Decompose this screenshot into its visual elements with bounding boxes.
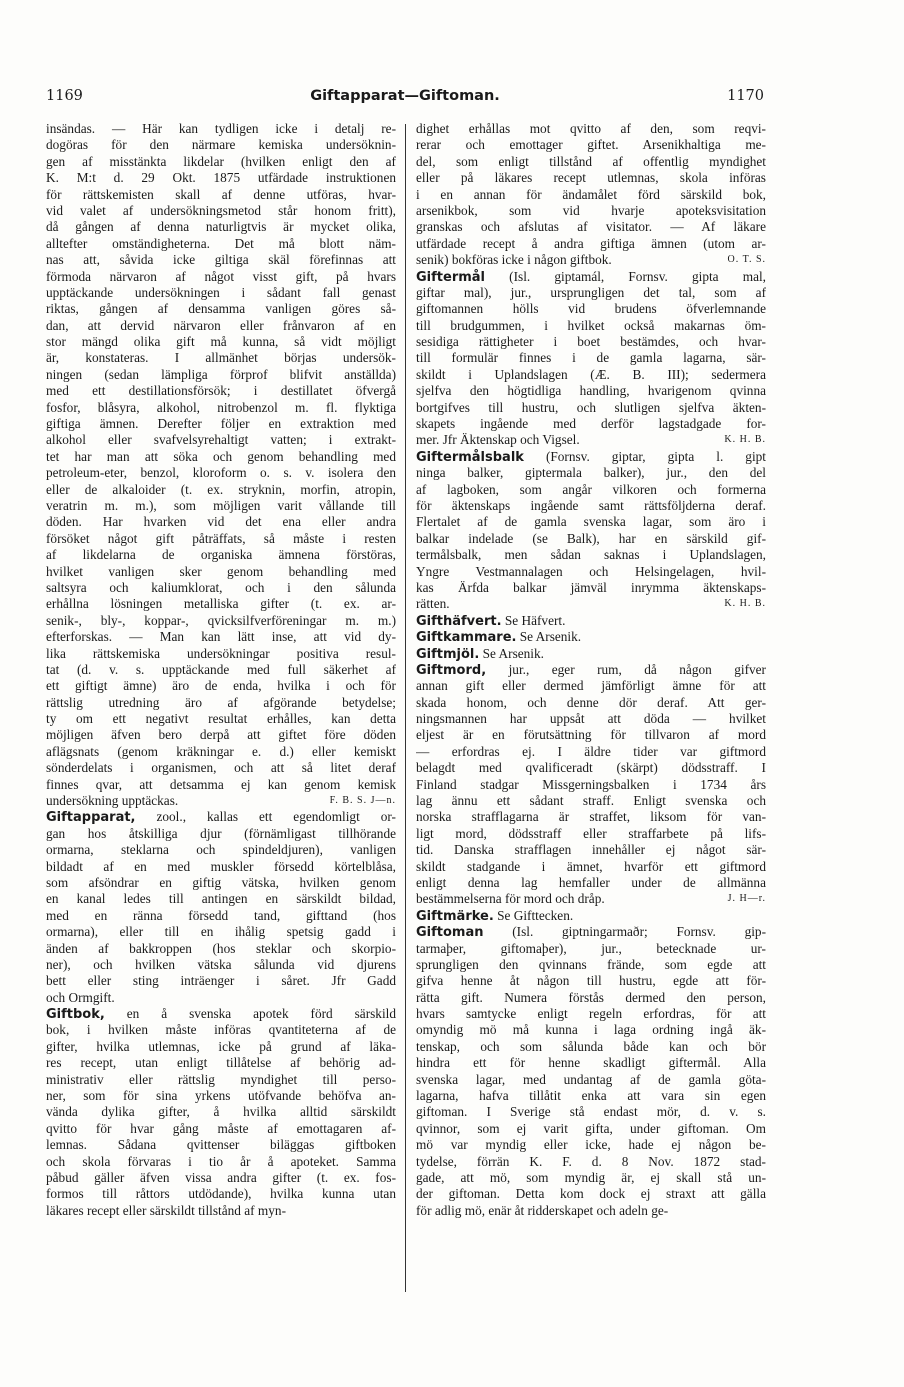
text-line: dighet erhållas mot qvitto af den, som reqvi- xyxy=(416,121,766,136)
text-line: saltsyra och kaliumklorat, och i den sålunda xyxy=(46,579,396,595)
giftermalsbalk-headword-line xyxy=(416,449,766,465)
text-line: Flertalet af de gamla svenska lagar, som äro i xyxy=(416,514,766,530)
text-line: erhållna lösningen metalliska gifter (t. ex. ar- xyxy=(46,596,396,612)
text-line: vända dylika gifter, å hvilka alltid särskildt xyxy=(46,1104,396,1120)
text-line: fosfor, blåsyra, alkohol, nitrobenzol m. fl. flyktiga xyxy=(46,399,396,415)
giftbok-headword-line xyxy=(46,1006,396,1022)
signed-line xyxy=(416,252,766,268)
text-line: gifva henne åt någon till hustru, egde att för- xyxy=(416,973,766,989)
text-line: skada honom, och denne dör deraf. Att ger- xyxy=(416,694,766,710)
text-line: förmoda närvaron af något visst gift, på hvars xyxy=(46,268,396,284)
giftmjol-headword-line xyxy=(416,646,766,662)
text-line: omyndig mö må kunna i laga ordning ingå äk- xyxy=(416,1022,766,1038)
line-text: Se Gifttecken. xyxy=(493,907,574,923)
giftmord-headword-line xyxy=(416,662,766,678)
text-line: skildt i Uplandslagen (Æ. B. III); sedermera xyxy=(416,366,766,382)
text-line: utfärdade recept å andra giftiga ämnen (utom ar- xyxy=(416,235,766,251)
line-text: mer. Jfr Äktenskap och Vigsel. xyxy=(416,432,580,448)
text-line: ningsmannen har uppsåt att döda — hvilket xyxy=(416,711,766,727)
text-line: lagarna, hafva tillåtit enka att vara sin egen xyxy=(416,1088,766,1104)
giftermal-headword: Giftermål xyxy=(416,269,485,285)
text-line: rätta gift. Numera förstås dermed den person, xyxy=(416,989,766,1005)
text-line: — erfordras ej. I äldre tider var giftmord xyxy=(416,743,766,759)
giftermal-headword-line xyxy=(416,269,766,285)
text-line: kas Ärfda balkar jämväl inrymma äktenskaps- xyxy=(416,579,766,595)
text-line: Yngre Vestmannalagen och Helsingelagen, hvil- xyxy=(416,563,766,579)
text-line: termålsbalk, men sådan saknas i Uplandslagen, xyxy=(416,547,766,563)
giftmord-final-line xyxy=(416,891,766,907)
giftmjol-headword: Giftmjöl. xyxy=(416,646,480,662)
text-line: i en annan för ändamålet förd särskild bok, xyxy=(416,186,766,202)
text-line: ty om ett negativt resultat erhålles, kan detta xyxy=(46,711,396,727)
text-line: med ett destillationsförsök; i destillatet öfvergå xyxy=(46,383,396,399)
text-line: del, som enligt tillstånd af offentlig myndighet xyxy=(416,153,766,169)
giftermalsbalk-headword: Giftermålsbalk xyxy=(416,449,524,465)
text-line: läkares recept eller särskildt tillstånd af myn- xyxy=(46,1202,286,1218)
text-line: till formulär finnes i de gamla lagarna, sär- xyxy=(416,350,766,366)
text-line: K. M:t d. 29 Okt. 1875 utfärdade instruktionen xyxy=(46,170,396,186)
text-line: res recept, utan enligt tillåtelse af behörig ad- xyxy=(46,1055,396,1071)
text-line: eller de alkaloider (t. ex. stryknin, morfin, atropin, xyxy=(46,481,396,497)
text-line: är, konstateras. I allmänhet börjas undersök- xyxy=(46,350,396,366)
giftbok-headword: Giftbok, xyxy=(46,1007,105,1023)
text-line: arsenikbok, som vid hvarje apoteksvisitation xyxy=(416,202,766,218)
text-line: försöket något gift påträffats, så måste i resten xyxy=(46,530,396,546)
line-text: rätten. xyxy=(416,596,450,612)
text-line: aflägsnats (genom kräkningar e. d.) eller kemiskt xyxy=(46,743,396,759)
text-line: gade, att mö, som myndig är, ej skall stå un- xyxy=(416,1170,766,1185)
giftkammare-headword: Giftkammare. xyxy=(416,630,517,646)
text-line: hvilket vanligen sker genom behandling med xyxy=(46,563,396,579)
text-line: sönderdelats i organismen, och att så litet deraf xyxy=(46,760,396,776)
giftoman-headword: Giftoman xyxy=(416,925,484,941)
text-line: en kanal ledes till antingen en särskildt bildad, xyxy=(46,891,396,907)
text-line: af lagboken, som angår vilkoren och formerna xyxy=(416,481,766,497)
line-text: bestämmelserna för mord och dråp. xyxy=(416,891,605,907)
text-line: ormarna), eller till en ihålig spetsig gadd i xyxy=(46,924,396,940)
page-number-right: 1170 xyxy=(727,88,764,104)
text-line: veratrin m. m.), som möjligen varit vållande till xyxy=(46,497,396,513)
text-line: bortgifves till hustru, och slutligen sjelfva äkten- xyxy=(416,399,766,415)
giftmarke-headword-line xyxy=(416,908,766,924)
text-line: sprungligen den qvinnans frände, som egde att xyxy=(416,956,766,972)
text-line: tenskap, och som sålunda både kan och bör xyxy=(416,1038,766,1054)
giftmarke-headword: Giftmärke. xyxy=(416,908,494,924)
author-signature: F. B. S. J—n. xyxy=(329,795,396,807)
text-line: nas att, såvida icke giltiga skäl förefinnas att xyxy=(46,252,396,268)
text-line: mö var myndig eller icke, hade ej någon be- xyxy=(416,1137,766,1153)
text-line: ner), och hvilken vätska sålunda vid djurens xyxy=(46,956,396,972)
text-line: bildadt af en med muskler försedd körtelblåsa, xyxy=(46,858,396,874)
text-line: skildt stadgande i ämnet, hvarför ett giftmord xyxy=(416,858,766,874)
text-line: qvinnor, som ej varit gifta, under giftoman. Om xyxy=(416,1120,766,1136)
gifthafvert-headword-line xyxy=(416,613,766,629)
giftapparat-headword-line xyxy=(46,809,396,825)
text-line: riktas, gången af densamma vanligen göres så- xyxy=(46,301,396,317)
text-line: gen af misstänkta likdelar (hvilken enligt den af xyxy=(46,153,396,169)
text-line: enligt denna lag hemfaller under de allmänna xyxy=(416,874,766,890)
text-line: insändas. — Här kan tydligen icke i detalj re- xyxy=(46,121,396,136)
line-text: jur., eger rum, då någon gifver xyxy=(486,661,766,677)
text-line: eljest är en förutsättning för tillvaron af mord xyxy=(416,727,766,743)
text-line: med en ränna försedd tand, gifttand (hos xyxy=(46,907,396,923)
text-line: tid. Danska strafflagen innehåller ej något sär- xyxy=(416,842,766,858)
text-line: möjligen äfven bero derpå att giftet före döden xyxy=(46,727,396,743)
text-line: der giftoman. Detta kom dock ej straxt att gälla xyxy=(416,1186,766,1202)
page-number-left: 1169 xyxy=(46,88,83,104)
line-text: zool., kallas ett egendomligt or- xyxy=(135,809,396,825)
text-line: qvitto för hvar gång måste af emottagaren af- xyxy=(46,1120,396,1136)
right-column xyxy=(416,121,766,1219)
giftoman-headword-line xyxy=(416,924,766,940)
text-line: giftar mal), jur., ursprungligen det tal, som af xyxy=(416,284,766,300)
line-text: senik) bokföras icke i någon giftbok. xyxy=(416,252,612,268)
giftapparat-headword: Giftapparat, xyxy=(46,810,136,826)
text-line: giftiga ämnen. Derefter följer en extraktion med xyxy=(46,416,396,432)
text-line: för rättskemisten skall af denne utföras, hvar- xyxy=(46,186,396,202)
page-header xyxy=(46,88,764,110)
line-text: Se Arsenik. xyxy=(516,629,582,645)
text-line: finnes qvar, att detsamma ej kan genom kemisk xyxy=(46,776,396,792)
text-line: lemnas. Sådana qvittenser biläggas giftboken xyxy=(46,1137,396,1153)
line-text: en å svenska apotek förd särskild xyxy=(104,1006,396,1022)
text-line: döden. Har hvarken vid det ena eller andra xyxy=(46,514,396,530)
text-line: tat (d. v. s. upptäckande med full säkerhet af xyxy=(46,661,396,677)
text-line: ett giftigt ämne) äro de enda, hvilka i och för xyxy=(46,678,396,694)
text-line: af likdelarna de organiska ämnena förstöras, xyxy=(46,547,396,563)
text-line: bok, i hvilken måste införas qvantiteterna af de xyxy=(46,1022,396,1038)
line-text: (Fornsv. giptar, gipta l. gipt xyxy=(523,448,766,464)
text-line: efterforskas. — Man kan lätt inse, att vid dy- xyxy=(46,629,396,645)
author-signature: K. H. B. xyxy=(724,434,766,446)
text-line: ormarna, steklarna och spindeldjuren), vanligen xyxy=(46,842,396,858)
line-text: Se Häfvert. xyxy=(501,612,566,628)
text-line: rättslig utredning äro af afgörande betydelse; xyxy=(46,694,396,710)
text-line: svenska lagar, med undantag af de gamla göta- xyxy=(416,1071,766,1087)
text-line: norska strafflagarna är straffet, liksom för van- xyxy=(416,809,766,825)
running-title: Giftapparat—Giftoman. xyxy=(310,88,500,104)
line-text: (Isl. giptningarmaðr; Fornsv. gip- xyxy=(483,924,766,940)
text-line: som afsöndrar en giftig vätska, hvilken genom xyxy=(46,874,396,890)
text-line: till brudgummen, i hvilket också makarnas öm- xyxy=(416,317,766,333)
left-column xyxy=(46,121,396,1219)
text-line: dan, att dervid närvaron eller frånvaron af en xyxy=(46,317,396,333)
text-line: hindra ett för henne skadligt giftermål. Alla xyxy=(416,1055,766,1071)
text-line: giftomannen hölls vid brudens öfverlemnande xyxy=(416,301,766,317)
text-line: alkohol eller svafvelsyrehaltigt vatten; i extrakt- xyxy=(46,432,396,448)
text-line: för adlig mö, enär åt ridderskapet och adeln ge- xyxy=(416,1202,669,1218)
text-line: och skola förvaras i tio år å apoteket. Samma xyxy=(46,1153,396,1169)
giftkammare-headword-line xyxy=(416,629,766,645)
giftermal-final-line xyxy=(416,432,766,448)
text-line: balkar indelade (se Balk), har en särskild gif- xyxy=(416,530,766,546)
author-signature: O. T. S. xyxy=(727,254,766,266)
text-line: lika rättskemiska undersökningar positiva resul- xyxy=(46,645,396,661)
text-line: tarmaþer, giftomaþer), jur., betecknade ur- xyxy=(416,940,766,956)
text-line: ministrativ eller rättslig myndighet till perso- xyxy=(46,1071,396,1087)
text-line: och Ormgift. xyxy=(46,989,115,1005)
text-line: granskas och afslutas af visitator. — Af läkare xyxy=(416,219,766,235)
text-line: dogöras för den närmare kemiska undersöknin- xyxy=(46,137,396,153)
text-line: för äktenskaps ingående samt rättsföljderna deraf. xyxy=(416,497,766,513)
line-text: undersökning upptäckas. xyxy=(46,793,179,809)
text-line: formos till råttors utdödande), hvilka kunna utan xyxy=(46,1186,396,1202)
text-line: då gången af denna naturligtvis är mycket olika, xyxy=(46,219,396,235)
text-line: påbud gäller äfven vissa andra gifter (t. ex. fos- xyxy=(46,1170,396,1185)
text-line: senik-, bly-, koppar-, qvicksilfverföreningar m. m.) xyxy=(46,612,396,628)
text-line: upptäckande undersökningen i sådant fall genast xyxy=(46,284,396,300)
column-divider xyxy=(405,124,406,1292)
text-line: gan hos åtskilliga djur (förnämligast tillhörande xyxy=(46,825,396,841)
line-text: (Isl. giptamál, Fornsv. gipta mal, xyxy=(485,268,766,284)
author-signature: J. H—r. xyxy=(727,893,766,905)
text-line: petroleum-eter, benzol, kloroform o. s. v. isolera den xyxy=(46,465,396,481)
text-line: ninga balker, giptermala balker), jur., den del xyxy=(416,465,766,481)
text-line: sesidiga rättigheter i boet bestämdes, och hvar- xyxy=(416,334,766,350)
text-line: stor mängd olika gift må kunna, så vidt möjligt xyxy=(46,334,396,350)
text-line: skapets ingående med derför lagstadgade for- xyxy=(416,416,766,432)
text-line: alltefter omständigheterna. Det må blott näm- xyxy=(46,235,396,251)
text-line: sjelfva den högtidliga handling, hvarigenom qvinna xyxy=(416,383,766,399)
text-line: vid valet af undersökningsmetod står honom fritt), xyxy=(46,202,396,218)
text-line: lag ännu ett sådant straff. Enligt svenska och xyxy=(416,793,766,809)
line-text: Se Arsenik. xyxy=(479,645,544,661)
text-line: ner, som för sina yrkens utöfvande behöfva an- xyxy=(46,1088,396,1104)
text-line: ningen (sedan lämpliga förprof blifvit anställda) xyxy=(46,366,396,382)
author-signature: K. H. B. xyxy=(724,598,766,610)
text-line: annan gift eller dermed jämförligt ämne för att xyxy=(416,678,766,694)
text-line: tet har man att söka och genom behandling med xyxy=(46,448,396,464)
text-line: tydelse, förrän K. F. d. 8 Nov. 1872 stad- xyxy=(416,1153,766,1169)
text-line: bett eller sting inträenger i såret. Jfr Gadd xyxy=(46,973,396,989)
text-line: belagdt med qvalificeradt (skärpt) dödsstraff. I xyxy=(416,760,766,776)
text-line: eller på läkares recept utlemnas, skola införas xyxy=(416,170,766,186)
text-line: rerar och emottager giftet. Arsenikhaltiga me- xyxy=(416,137,766,153)
text-line: gifter, hvilka utlemnas, icke på grund af läka- xyxy=(46,1038,396,1054)
text-line: änden af bakkroppen (hos steklar och skorpio- xyxy=(46,940,396,956)
text-line: giftoman. I Sverige stå endast mör, d. v. s. xyxy=(416,1104,766,1120)
signed-line xyxy=(46,793,396,809)
giftermalsbalk-final-line xyxy=(416,596,766,612)
text-line: ligt mord, dödsstraff eller straffarbete på lifs- xyxy=(416,825,766,841)
text-line: hvars samtycke enligt regeln erfordras, för att xyxy=(416,1006,766,1022)
text-line: Finland stadgar Missgerningsbalken i 1734 års xyxy=(416,776,766,792)
gifthafvert-headword: Gifthäfvert. xyxy=(416,613,502,629)
giftmord-headword: Giftmord, xyxy=(416,662,487,678)
